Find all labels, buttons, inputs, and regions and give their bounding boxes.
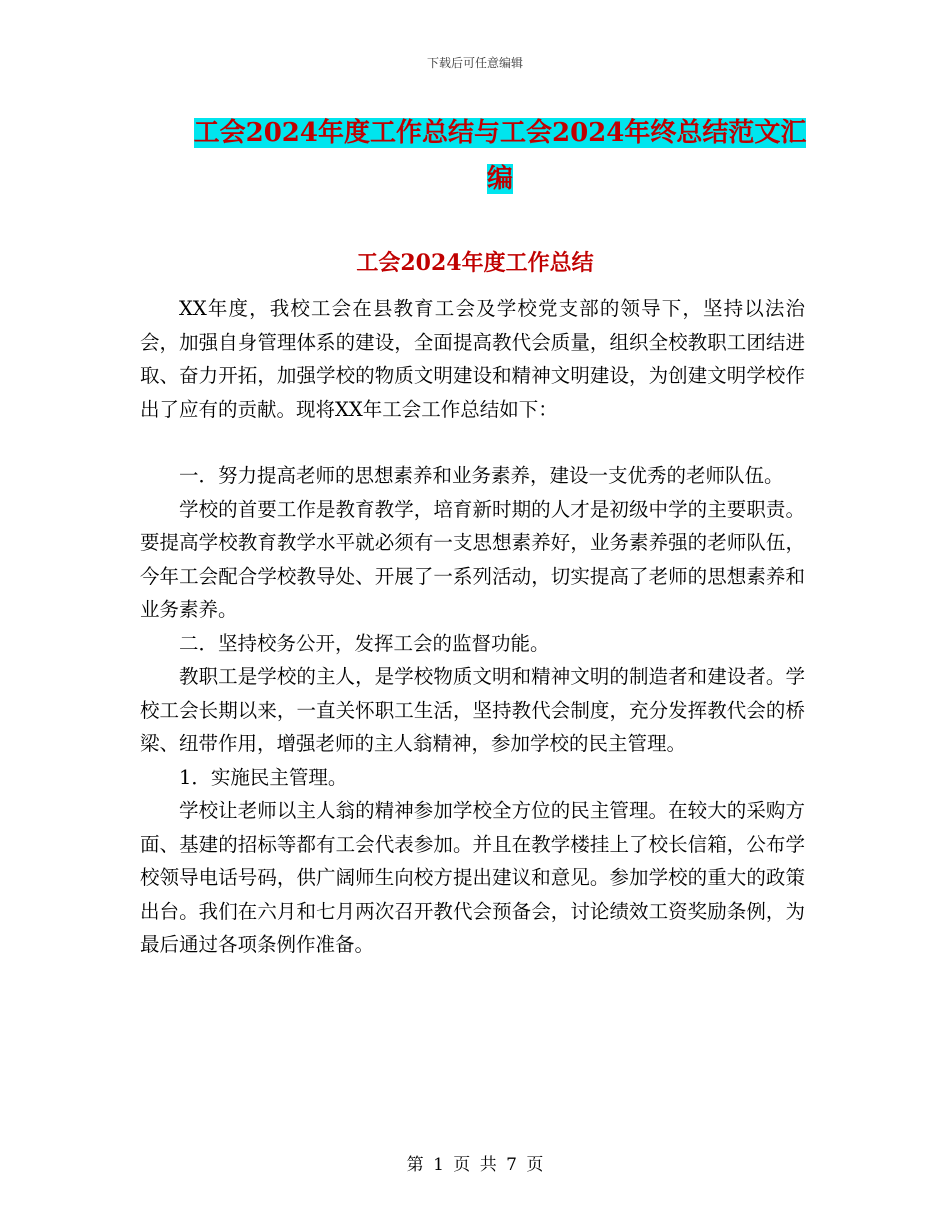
paragraph: 学校让老师以主人翁的精神参加学校全方位的民主管理。在较大的采购方面、基建的招标等都有工会代表参加。并且在教学楼挂上了校长信箱，公布学校领导电话号码，供广阔师生向校方提出建议和意见。参加学校的重大的政策出台。我们在六月和七月两次召开教代会预备会，讨论绩效工资奖励条例，为最后通过各项条例作准备。 (140, 799, 805, 956)
paragraph-intro: XX年度，我校工会在县教育工会及学校党支部的领导下，坚持以法治会，加强自身管理体系的建设，全面提高教代会质量，组织全校教职工团结进取、奋力开拓，加强学校的物质文明建设和精神文明建设，为创建文明学校作出了应有的贡献。现将XX年工会工作总结如下： (140, 297, 805, 421)
section-title: 工会2024年度工作总结 (356, 250, 594, 276)
paragraph: 教职工是学校的主人，是学校物质文明和精神文明的制造者和建设者。学校工会长期以来，一直关怀职工生活，坚持教代会制度，充分发挥教代会的桥梁、纽带作用，增强老师的主人翁精神，参加学校的民主管理。 (140, 665, 805, 755)
paragraph-heading-2: 二．坚持校务公开，发挥工会的监督功能。 (179, 631, 550, 655)
header-note: 下载后可任意编辑 (426, 56, 523, 70)
document-title-text: 工会2024年度工作总结与工会2024年终总结范文汇编 (193, 118, 807, 194)
paragraph-subheading-1: 1．实施民主管理。 (179, 765, 348, 789)
paragraph: 学校的首要工作是教育教学，培育新时期的人才是初级中学的主要职责。要提高学校教育教学水平就必须有一支思想素养好，业务素养强的老师队伍，今年工会配合学校教导处、开展了一系列活动，切实提高了老师的思想素养和业务素养。 (140, 497, 805, 621)
page-number: 第 1 页 共 7 页 (406, 1155, 544, 1175)
document-title (190, 110, 810, 202)
document-body (140, 292, 805, 962)
paragraph-heading-1: 一．努力提高老师的思想素养和业务素养，建设一支优秀的老师队伍。 (179, 464, 784, 487)
